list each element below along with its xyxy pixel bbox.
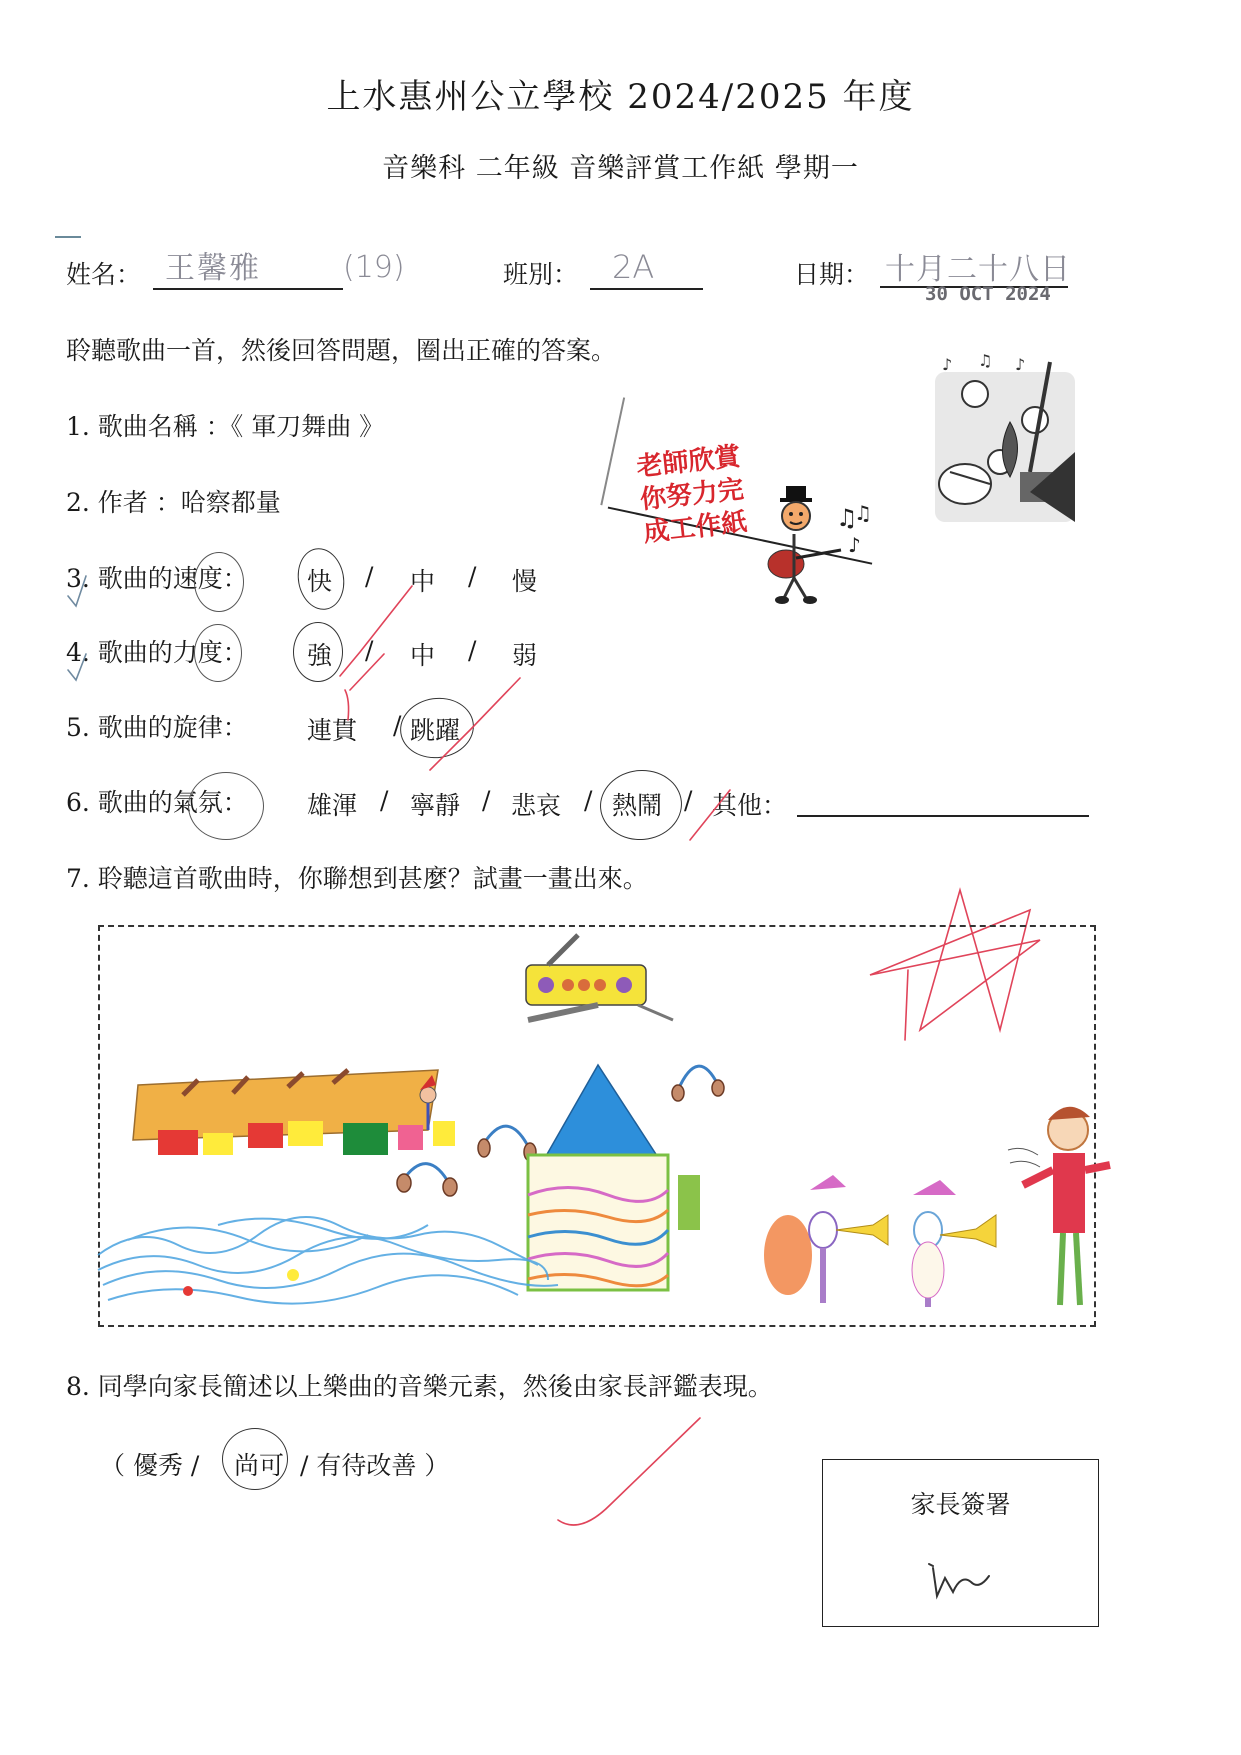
q4-option-medium[interactable]: 中: [410, 641, 436, 670]
trumpet-player-2-drawing: [912, 1180, 996, 1307]
question-3: 3. 歌曲的速度：: [66, 564, 248, 593]
stamp-line-2: 你努力完: [638, 474, 746, 516]
parent-signature-image: [927, 1554, 997, 1602]
q6-separator-3: /: [584, 786, 593, 815]
worksheet-subtitle: 音樂科 二年級 音樂評賞工作紙 學期一: [382, 153, 859, 184]
school-title: 上水惠州公立學校 2024/2025 年度: [326, 77, 915, 117]
parent-signature-box: [822, 1459, 1099, 1627]
svg-text:♪: ♪: [1015, 355, 1026, 374]
q6-option-calm[interactable]: 寧靜: [410, 791, 461, 820]
q4-option-weak[interactable]: 弱: [512, 641, 538, 670]
name-label: 姓名：: [66, 260, 142, 289]
q6-separator: /: [380, 786, 389, 815]
q6-option-majestic[interactable]: 雄渾: [307, 791, 358, 820]
stamp-line-3: 成工作紙: [642, 507, 749, 549]
svg-text:♫: ♫: [978, 351, 993, 370]
q8-option-excellent[interactable]: （ 優秀 /: [100, 1451, 200, 1480]
question-4: 4. 歌曲的力度：: [66, 638, 248, 667]
question-6: 6. 歌曲的氣氛：: [66, 788, 248, 817]
q3-option-fast[interactable]: 快: [307, 567, 333, 596]
q6-option-sad[interactable]: 悲哀: [511, 791, 562, 820]
airplane-drawing: [526, 935, 673, 1020]
svg-text:♪: ♪: [848, 533, 861, 557]
q4-separator-2: /: [468, 636, 477, 665]
q6-separator-2: /: [482, 786, 491, 815]
q4-option-strong[interactable]: 強: [307, 641, 333, 670]
q6-option-lively[interactable]: 熱鬧: [612, 791, 663, 820]
child-drawing-image: [98, 925, 1092, 1325]
q6-option-other[interactable]: 其他：: [712, 791, 788, 820]
class-number-handwritten: (19): [343, 250, 405, 285]
q3-option-slow[interactable]: 慢: [512, 567, 538, 596]
instructions: 聆聽歌曲一首，然後回答問題，圈出正確的答案。: [66, 336, 617, 365]
class-handwritten: 2A: [612, 248, 655, 286]
question-1: 1. 歌曲名稱 ：《 軍刀舞曲 》: [66, 412, 385, 441]
q8-option-fair[interactable]: 尚可: [234, 1451, 285, 1480]
q8-answer-circle: [222, 1428, 288, 1490]
q5-option-legato[interactable]: 連貫: [307, 716, 358, 745]
train-drawing: [133, 1070, 455, 1155]
q3-separator-2: /: [468, 562, 477, 591]
water-drawing: [98, 1217, 558, 1304]
date-label: 日期：: [794, 260, 870, 289]
q3-option-medium[interactable]: 中: [410, 567, 436, 596]
trumpet-player-1-drawing: [764, 1175, 888, 1303]
question-8: 8. 同學向家長簡述以上樂曲的音樂元素，然後由家長評鑑表現。: [66, 1372, 773, 1401]
q4-separator: /: [365, 636, 374, 665]
stamp-line-1: 老師欣賞: [635, 441, 742, 483]
svg-text:♫: ♫: [836, 504, 858, 532]
class-label: 班別：: [503, 260, 579, 289]
question-2: 2. 作者 ：哈察都量: [66, 488, 281, 517]
q5-separator: /: [393, 711, 402, 740]
svg-text:♪: ♪: [942, 355, 953, 374]
question-5: 5. 歌曲的旋律：: [66, 713, 248, 742]
q3-separator: /: [365, 562, 374, 591]
q8-option-needs-improvement[interactable]: / 有待改善 ）: [300, 1451, 450, 1480]
q5-option-staccato[interactable]: 跳躍: [410, 716, 461, 745]
q6-separator-4: /: [684, 786, 693, 815]
question-7: 7. 聆聽這首歌曲時，你聯想到甚麼？試畫一畫出來。: [66, 864, 648, 893]
date-stamp: 30 OCT 2024: [925, 283, 1051, 305]
svg-text:♫: ♫: [854, 501, 872, 525]
date-handwritten: 十月二十八日: [885, 252, 1071, 287]
name-handwritten: 王馨雅: [165, 251, 261, 286]
parent-signature-label: 家長簽署: [910, 1490, 1011, 1519]
